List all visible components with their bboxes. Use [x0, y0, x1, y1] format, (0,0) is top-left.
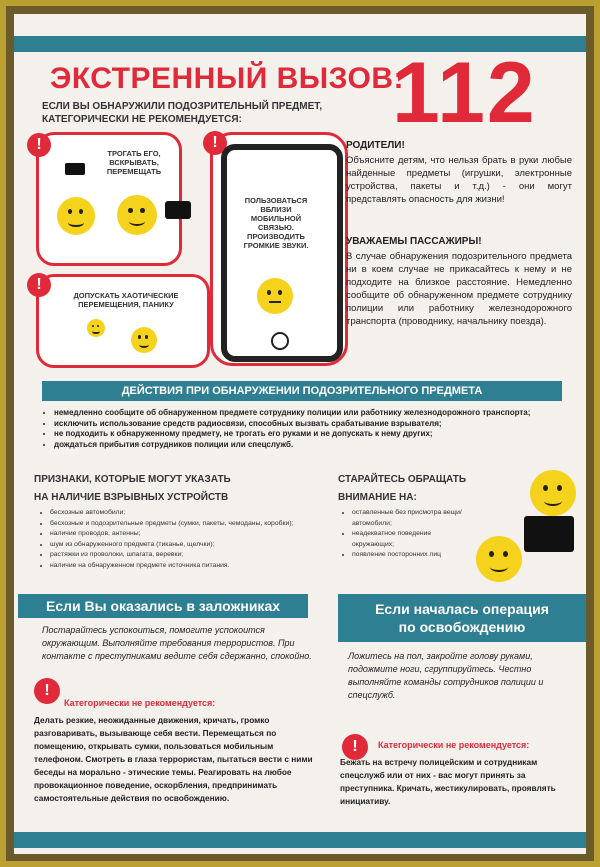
smiley-icon — [87, 319, 105, 337]
list-item: • наличие проводов, антенны; — [50, 529, 334, 540]
phone-icon — [221, 144, 343, 362]
signs-list — [38, 508, 334, 571]
attention-list — [340, 508, 462, 561]
neutral-smiley-icon — [257, 278, 293, 314]
briefcase-icon — [524, 516, 574, 552]
phone-warning-text: ПОЛЬЗОВАТЬСЯ ВБЛИЗИ МОБИЛЬНОЙ СВЯЗЬЮ. ПРОИЗВОДИТЬ ГРОМКИЕ ЗВУКИ. — [243, 196, 309, 250]
hostage-title: Если Вы оказались в заложниках — [18, 594, 308, 618]
list-item: • не подходить к обнаруженному предмету, не трогать его руками и не допускать к нему других; — [54, 429, 574, 440]
list-item: • наличие на обнаруженном предмете источника питания. — [50, 561, 334, 572]
hostage-text: Постарайтесь успокоиться, помогите успокоится окружающим. Выполняйте требования террористов. При контакте с преступниками ведите себя сдержанно, спокойно. — [42, 625, 312, 661]
list-item: • неадекватное поведение окружающих; — [352, 529, 462, 550]
emergency-number: 112 — [392, 45, 537, 141]
surprised-smiley-icon — [530, 470, 576, 516]
warning-box-panic-text: ДОПУСКАТЬ ХАОТИЧЕСКИЕ ПЕРЕМЕЩЕНИЯ, ПАНИКУ — [73, 291, 179, 309]
actions-list — [40, 408, 574, 450]
smiley-icon — [476, 536, 522, 582]
passengers-text: В случае обнаружения подозрительного предмета ни в коем случае не прикасайтесь к нему и не подходите на близкое расстояние. Немедленно сообщите об обнаруженном предмете сотруднику полиции или работнику железнодорожного транспорта (проводнику, начальнику поезда). — [346, 251, 572, 327]
list-item: • появление посторонних лиц — [352, 550, 462, 561]
attention-title-line2: ВНИМАНИЕ НА: — [338, 492, 417, 503]
rescue-title-line1: Если началась операция — [375, 601, 549, 617]
exclamation-icon: ! — [27, 133, 51, 157]
hostage-warning-text: Делать резкие, неожиданные движения, кричать, громко разговаривать, вызывающе себя вести. Перемещаться по помещению, открывать сумки, пользоваться мобильным телефоном. Смотреть в глаза террористам, пытаться вести с ними беседы на морально - этические темы. Реагировать на любое провокационное поведение, оскорбления, предпринимать самостоятельные действия по освобождению. — [34, 715, 313, 803]
passengers-title: УВАЖАЕМЫ ПАССАЖИРЫ! — [346, 236, 482, 247]
actions-title: ДЕЙСТВИЯ ПРИ ОБНАРУЖЕНИИ ПОДОЗРИТЕЛЬНОГО ПРЕДМЕТА — [42, 381, 562, 401]
phone-home-button — [271, 332, 289, 350]
rescue-title — [338, 594, 586, 642]
poster — [14, 14, 586, 854]
rescue-text: Ложитесь на пол, закройте голову руками, подожмите ноги, сгруппируйтесь. Честно выполняйте команды сотрудников полиции и спецслужб. — [348, 651, 544, 700]
rescue-warning-title: Категорически не рекомендуется: — [378, 740, 530, 750]
list-item: • бесхозные автомобили; — [50, 508, 334, 519]
warning-box-touch — [36, 132, 182, 266]
parents-title: РОДИТЕЛИ! — [346, 140, 405, 151]
briefcase-icon — [165, 201, 191, 219]
bottom-bar — [14, 832, 586, 848]
poster-subtitle: ЕСЛИ ВЫ ОБНАРУЖИЛИ ПОДОЗРИТЕЛЬНЫЙ ПРЕДМЕТ, КАТЕГОРИЧЕСКИ НЕ РЕКОМЕНДУЕТСЯ: — [42, 101, 323, 125]
warning-box-panic — [36, 274, 210, 368]
warning-box-touch-text: ТРОГАТЬ ЕГО, ВСКРЫВАТЬ, ПЕРЕМЕЩАТЬ — [106, 149, 162, 176]
smiley-icon — [57, 197, 95, 235]
hostage-warning-title: Категорически не рекомендуется: — [64, 698, 216, 708]
list-item: • исключить использование средств радиосвязи, способных вызвать срабатывание взрывателя; — [54, 419, 574, 430]
rescue-title-line2: по освобождению — [398, 619, 526, 635]
smiley-icon — [131, 327, 157, 353]
attention-title-line1: СТАРАЙТЕСЬ ОБРАЩАТЬ — [338, 474, 467, 485]
list-item: • дождаться прибытия сотрудников полиции или спецслужб. — [54, 440, 574, 451]
exclamation-icon: ! — [342, 734, 368, 760]
exclamation-icon: ! — [34, 678, 60, 704]
list-item: • оставленные без присмотра вещи/автомобили; — [352, 508, 462, 529]
smiley-icon — [117, 195, 157, 235]
speech-bubble-icon — [65, 163, 85, 175]
exclamation-icon: ! — [203, 131, 227, 155]
exclamation-icon: ! — [27, 273, 51, 297]
poster-title: ЭКСТРЕННЫЙ ВЫЗОВ: — [50, 62, 405, 95]
list-item: • шум из обнаруженного предмета (тиканье, щелчки); — [50, 540, 334, 551]
signs-title-line1: ПРИЗНАКИ, КОТОРЫЕ МОГУТ УКАЗАТЬ — [34, 474, 231, 485]
parents-text: Объясните детям, что нельзя брать в руки любые найденные предметы (игрушки, электронные устройства, пакеты и т.д.) - они могут представлять опасность для жизни! — [346, 155, 572, 205]
signs-title-line2: НА НАЛИЧИЕ ВЗРЫВНЫХ УСТРОЙСТВ — [34, 492, 229, 503]
rescue-warning-text: Бежать на встречу полицейским и сотрудникам спецслужб или от них - вас могут принять за преступника. Кричать, жестикулировать, проявлять инициативу. — [340, 757, 556, 806]
list-item: • бесхозные и подозрительные предметы (сумки, пакеты, чемоданы, коробки); — [50, 519, 334, 530]
list-item: • растяжки из проволоки, шпагата, веревки; — [50, 550, 334, 561]
list-item: • немедленно сообщите об обнаруженном предмете сотруднику полиции или работнику железнодорожного транспорта; — [54, 408, 574, 419]
